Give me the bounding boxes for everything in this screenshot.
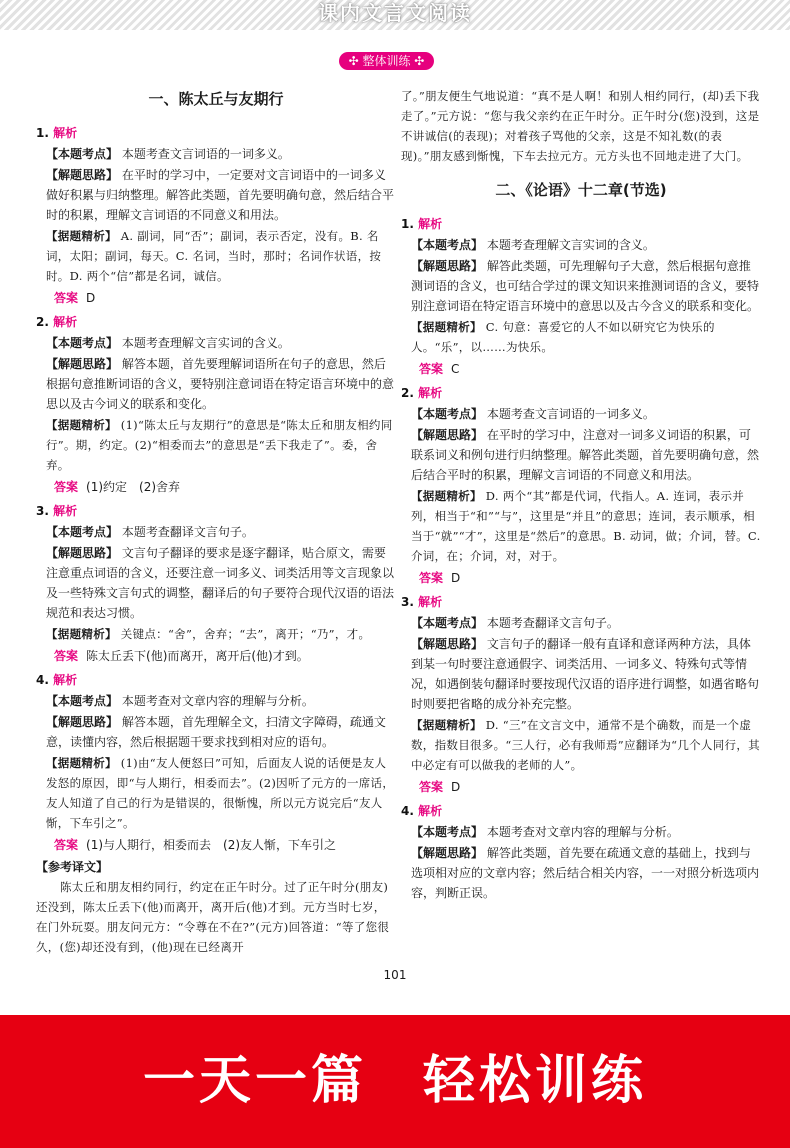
answer: 答案 陈太丘丢下(他)而离开，离开后(他)才到。 (54, 649, 309, 663)
answer: 答案 (1)约定 (2)舍弃 (54, 480, 181, 494)
exam-point: 【本题考点】 本题考查翻译文言句子。 (411, 616, 619, 630)
solving-idea: 【解题思路】 在平时的学习中，一定要对文言词语中的一词多义做好积累与归纳整理。解答此类题，首先要明确句意，然后结合平时的积累，理解文言词语的不同意义和用法。 (46, 168, 395, 222)
section-title: 二、《论语》十二章(节选) (495, 181, 667, 199)
section-badge: ✣ 整体训练 ✣ (339, 52, 434, 70)
analysis: 【据题精析】 D. “三”在文言文中，通常不是个确数，而是一个虚数，指数目很多。“三人行，必有我师焉”应翻译为“几个人同行，其中必定有可以做我的老师的人”。 (411, 718, 760, 772)
reference-translation-text: 陈太丘和朋友相约同行，约定在正午时分。过了正午时分(朋友)还没到，陈太丘丢下(他)而离开，离开后(他)才到。元方当时七岁，在门外玩耍。朋友问元方：“令尊在不在?”(元方)回答道：“等了您很久，(您)却还没有到，(他)现在已经离开 (36, 880, 390, 954)
reference-translation-title: 【参考译文】 (36, 860, 109, 874)
analysis: 【据题精析】 C. 句意：喜爱它的人不如以研究它为快乐的人。“乐”，以……为快乐。 (411, 320, 715, 354)
answer: 答案 C (419, 362, 460, 376)
question-heading: 1. 解析 (401, 217, 443, 231)
analysis: 【据题精析】 (1)“陈太丘与友期行”的意思是“陈太丘和朋友相约同行”。期，约定。(2)“相委而去”的意思是“丢下我走了”。委，舍弃。 (46, 418, 393, 472)
header-title: 课内文言文阅读 (318, 1, 472, 25)
page-number: 101 (383, 968, 407, 982)
analysis: 【据题精析】 关键点：“舍”，舍弃；“去”，离开；“乃”，才。 (46, 627, 371, 641)
solving-idea: 【解题思路】 解答此类题，首先要在疏通文意的基础上，找到与选项相对应的文章内容；然后结合相关内容，一一对照分析选项内容，判断正误。 (411, 846, 760, 900)
solving-idea: 【解题思路】 解答本题，首先理解全文，扫清文字障碍，疏通文意，读懂内容，然后根据题干要求找到相对应的语句。 (46, 715, 386, 749)
left-column (36, 86, 396, 957)
exam-point: 【本题考点】 本题考查文言词语的一词多义。 (46, 147, 290, 161)
answer: 答案 (1)与人期行，相委而去 (2)友人惭，下车引之 (54, 838, 337, 852)
section-title: 一、陈太丘与友期行 (148, 90, 284, 108)
solving-idea: 【解题思路】 解答本题，首先要理解词语所在句子的意思，然后根据句意推断词语的含义，要特别注意词语在特定语言环境中的意思以及古今词义的联系和变化。 (46, 357, 395, 411)
answer: 答案 D (419, 571, 461, 585)
solving-idea: 【解题思路】 在平时的学习中，注意对一词多义词语的积累，可联系词义和例句进行归纳整理。解答此类题，首先要明确句意，然后结合平时的积累，理解文言词语的不同意义和用法。 (411, 428, 760, 482)
question-heading: 3. 解析 (401, 595, 443, 609)
exam-point: 【本题考点】 本题考查文言词语的一词多义。 (411, 407, 655, 421)
promo-banner: 一天一篇 轻松训练 (0, 1015, 790, 1148)
question-heading: 2. 解析 (36, 315, 78, 329)
header-bar (0, 0, 790, 30)
analysis: 【据题精析】 (1)由“友人便怒曰”可知，后面友人说的话便是友人发怒的原因，即“与人期行，相委而去”。(2)因听了元方的一席话，友人知道了自己的行为是错误的，很惭愧，所以元方说完后“友人惭，下车引之”。 (46, 756, 395, 830)
exam-point: 【本题考点】 本题考查理解文言实词的含义。 (46, 336, 290, 350)
answer: 答案 D (419, 780, 461, 794)
question-heading: 4. 解析 (401, 804, 443, 818)
reference-translation-continued: 了。”朋友便生气地说道：“真不是人啊！和别人相约同行，(却)丢下我走了。”元方说：“您与我父亲约在正午时分。正午时分(您)没到，这是不讲诚信(的表现)；对着孩子骂他的父亲，这是不知礼数(的表现)。”朋友感到惭愧，下车去拉元方。元方头也不回地走进了大门。 (401, 89, 760, 163)
solving-idea: 【解题思路】 文言句子翻译的要求是逐字翻译，贴合原文，需要注意重点词语的含义，还要注意一词多义、词类活用等文言现象以及一些特殊文言句式的调整，翻译后的句子要符合现代汉语的语法规范和表达习惯。 (46, 546, 395, 620)
exam-point: 【本题考点】 本题考查对文章内容的理解与分析。 (411, 825, 679, 839)
solving-idea: 【解题思路】 文言句子的翻译一般有直译和意译两种方法，具体到某一句时要注意通假字、词类活用、一词多义、特殊句式等情况，如遇倒装句翻译时要按现代汉语的语序进行调整，如遇省略句时则要把省略的成分补充完整。 (411, 637, 760, 711)
solving-idea: 【解题思路】 解答此类题，可先理解句子大意，然后根据句意推测词语的含义，也可结合学过的课文知识来推测词语的含义，要特别注意词语在特定语言环境中的意思以及古今含义的联系和变化。 (411, 259, 760, 313)
right-column (401, 86, 761, 904)
analysis: 【据题精析】 A. 副词，同“否”；副词，表示否定，没有。B. 名词，太阳；副词，每天。C. 名词，当时，那时；名词作状语，按时。D. 两个“信”都是名词，诚信。 (46, 229, 382, 283)
answer: 答案 D (54, 291, 96, 305)
exam-point: 【本题考点】 本题考查理解文言实词的含义。 (411, 238, 655, 252)
question-heading: 1. 解析 (36, 126, 78, 140)
analysis: 【据题精析】 D. 两个“其”都是代词，代指人。A. 连词，表示并列，相当于“和”“与”，这里是“并且”的意思；连词，表示顺承，相当于“就”“才”，这里是“然后”的意思。B. 动词，做；介词，替。C. 介词，在；介词，对，对于。 (411, 489, 761, 563)
question-heading: 3. 解析 (36, 504, 78, 518)
question-heading: 2. 解析 (401, 386, 443, 400)
exam-point: 【本题考点】 本题考查对文章内容的理解与分析。 (46, 694, 314, 708)
question-heading: 4. 解析 (36, 673, 78, 687)
exam-point: 【本题考点】 本题考查翻译文言句子。 (46, 525, 254, 539)
